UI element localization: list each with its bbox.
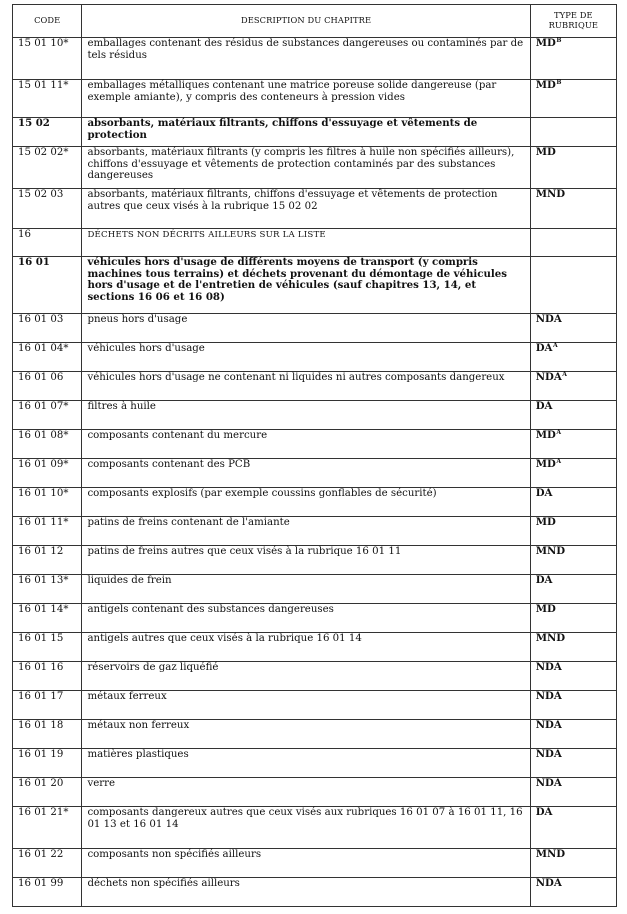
row-type-footnote-mark: A: [552, 342, 558, 349]
header-row: [13, 5, 617, 38]
row-type: [530, 488, 616, 517]
row-type-code: MND: [535, 545, 566, 557]
row-code: 16 01 20: [13, 778, 82, 807]
row-type-code: MND: [535, 188, 566, 200]
row-code: 16 01 07*: [13, 401, 82, 430]
table-row: [13, 401, 617, 430]
row-description: véhicules hors d'usage de différents moyens de transport (y compris machines tous terrains) et déchets provenant du démontage de véhicules hors d'usage et de l'entretien de véhicules (sauf chapitres 13, 14, et sections 16 06 et 16 08): [82, 257, 530, 314]
row-type: [530, 662, 616, 691]
row-type: [530, 720, 616, 749]
row-type-code: NDA: [535, 719, 562, 731]
row-code: 15 02 03: [13, 189, 82, 229]
table-row: [13, 878, 617, 907]
row-code: 16 01 08*: [13, 430, 82, 459]
row-type-code: DA: [535, 400, 553, 412]
row-code: 16: [13, 229, 82, 257]
row-type: [530, 343, 616, 372]
row-code: 16 01 99: [13, 878, 82, 907]
table-row: [13, 633, 617, 662]
row-description: composants contenant des PCB: [82, 459, 530, 488]
row-type: [530, 229, 616, 257]
table-row: [13, 662, 617, 691]
table-body: [13, 38, 617, 907]
row-type-footnote-mark: B: [556, 79, 562, 86]
row-description: véhicules hors d'usage: [82, 343, 530, 372]
row-type: [530, 38, 616, 80]
table-row: [13, 749, 617, 778]
row-code: 16 01 14*: [13, 604, 82, 633]
row-description: métaux ferreux: [82, 691, 530, 720]
table-row: [13, 147, 617, 189]
row-type: [530, 80, 616, 118]
table-row: [13, 849, 617, 878]
table-row: [13, 488, 617, 517]
row-description: patins de freins contenant de l'amiante: [82, 517, 530, 546]
row-type-footnote-mark: B: [556, 37, 562, 44]
row-type-code: MD: [535, 516, 556, 528]
row-code: 16 01 13*: [13, 575, 82, 604]
row-code: 16 01 04*: [13, 343, 82, 372]
table-row: [13, 314, 617, 343]
row-type: [530, 575, 616, 604]
row-type-footnote-mark: A: [556, 429, 561, 436]
row-code: 16 01 11*: [13, 517, 82, 546]
row-type-footnote-mark: A: [562, 371, 567, 378]
row-description: absorbants, matériaux filtrants, chiffons d'essuyage et vêtements de protection autres que ceux visés à la rubrique 15 02 02: [82, 189, 530, 229]
row-description: matières plastiques: [82, 749, 530, 778]
row-type: [530, 604, 616, 633]
row-type-code: DA: [535, 487, 553, 499]
row-type-footnote-mark: A: [556, 458, 561, 465]
table-row: [13, 720, 617, 749]
header-description: DESCRIPTION DU CHAPITRE: [82, 5, 530, 38]
row-description: antigels contenant des substances dangereuses: [82, 604, 530, 633]
row-type-code: NDA: [535, 877, 562, 889]
row-description: métaux non ferreux: [82, 720, 530, 749]
table-row: [13, 372, 617, 401]
row-type-code: MD: [535, 79, 556, 91]
row-code: 16 01 10*: [13, 488, 82, 517]
table-row: [13, 257, 617, 314]
row-type: [530, 749, 616, 778]
row-description: absorbants, matériaux filtrants (y compris les filtres à huile non spécifiés ailleurs), chiffons d'essuyage et vêtements de protection contaminés par des substances dangereuses: [82, 147, 530, 189]
table-row: [13, 38, 617, 80]
row-type: [530, 372, 616, 401]
row-code: 15 02: [13, 118, 82, 147]
row-code: 16 01 16: [13, 662, 82, 691]
row-type: [530, 807, 616, 849]
row-type: [530, 691, 616, 720]
row-type-code: MD: [535, 429, 556, 441]
row-description: véhicules hors d'usage ne contenant ni liquides ni autres composants dangereux: [82, 372, 530, 401]
row-type: [530, 778, 616, 807]
row-type-code: DA: [535, 574, 553, 586]
row-code: 16 01 09*: [13, 459, 82, 488]
table-row: [13, 517, 617, 546]
row-type: [530, 430, 616, 459]
row-description: composants dangereux autres que ceux visés aux rubriques 16 01 07 à 16 01 11, 16 01 13 et 16 01 14: [82, 807, 530, 849]
table-row: [13, 778, 617, 807]
row-code: 16 01 22: [13, 849, 82, 878]
table-row: [13, 807, 617, 849]
table-row: [13, 80, 617, 118]
row-code: 16 01 06: [13, 372, 82, 401]
row-type: [530, 878, 616, 907]
row-type-code: MD: [535, 458, 556, 470]
row-code: 15 02 02*: [13, 147, 82, 189]
row-code: 16 01 21*: [13, 807, 82, 849]
row-type: [530, 546, 616, 575]
row-type: [530, 314, 616, 343]
row-description: antigels autres que ceux visés à la rubrique 16 01 14: [82, 633, 530, 662]
table-row: [13, 430, 617, 459]
row-description: emballages métalliques contenant une matrice poreuse solide dangereuse (par exemple amiante), y compris des conteneurs à pression vides: [82, 80, 530, 118]
row-code: 16 01 18: [13, 720, 82, 749]
table-header: [13, 5, 617, 38]
header-code: CODE: [13, 5, 82, 38]
row-type-code: NDA: [535, 777, 562, 789]
row-description: filtres à huile: [82, 401, 530, 430]
row-type-code: DA: [535, 806, 553, 818]
row-type: [530, 459, 616, 488]
row-description: absorbants, matériaux filtrants, chiffons d'essuyage et vêtements de protection: [82, 118, 530, 147]
row-type-code: NDA: [535, 661, 562, 673]
row-type-code: NDA: [535, 748, 562, 760]
row-type: [530, 118, 616, 147]
row-description: liquides de frein: [82, 575, 530, 604]
row-code: 16 01 19: [13, 749, 82, 778]
row-code: 16 01 12: [13, 546, 82, 575]
row-description: patins de freins autres que ceux visés à la rubrique 16 01 11: [82, 546, 530, 575]
row-type: [530, 401, 616, 430]
row-type-code: MND: [535, 632, 566, 644]
row-type-code: MD: [535, 603, 556, 615]
row-type: [530, 849, 616, 878]
table-row: [13, 691, 617, 720]
row-type-code: NDA: [535, 313, 562, 325]
row-description: réservoirs de gaz liquéfié: [82, 662, 530, 691]
row-code: 15 01 11*: [13, 80, 82, 118]
row-description: déchets non spécifiés ailleurs: [82, 878, 530, 907]
row-description: verre: [82, 778, 530, 807]
row-type-code: MND: [535, 848, 566, 860]
section-title: DÉCHETS NON DÉCRITS AILLEURS SUR LA LISTE: [87, 230, 326, 240]
table-row: [13, 189, 617, 229]
table-row: [13, 229, 617, 257]
row-type: [530, 147, 616, 189]
row-type-code: NDA: [535, 690, 562, 702]
table-row: [13, 118, 617, 147]
row-type: [530, 517, 616, 546]
table-row: [13, 343, 617, 372]
row-code: 16 01: [13, 257, 82, 314]
row-type: [530, 189, 616, 229]
row-type: [530, 257, 616, 314]
row-type-code: NDA: [535, 371, 562, 383]
row-description: composants explosifs (par exemple coussins gonflables de sécurité): [82, 488, 530, 517]
row-description: [82, 229, 530, 257]
header-type: [530, 5, 616, 38]
row-description: emballages contenant des résidus de substances dangereuses ou contaminés par de tels résidus: [82, 38, 530, 80]
row-code: 15 01 10*: [13, 38, 82, 80]
row-code: 16 01 15: [13, 633, 82, 662]
row-code: 16 01 03: [13, 314, 82, 343]
row-type-code: MD: [535, 146, 556, 158]
row-description: composants non spécifiés ailleurs: [82, 849, 530, 878]
row-type-code: MD: [535, 37, 556, 49]
row-code: 16 01 17: [13, 691, 82, 720]
row-description: pneus hors d'usage: [82, 314, 530, 343]
row-type: [530, 633, 616, 662]
table-row: [13, 604, 617, 633]
header-type-line1: TYPE DE: [553, 10, 593, 21]
row-description: composants contenant du mercure: [82, 430, 530, 459]
waste-code-table: [12, 4, 617, 907]
table-row: [13, 575, 617, 604]
table-row: [13, 546, 617, 575]
table-row: [13, 459, 617, 488]
row-type-code: DA: [535, 342, 553, 354]
header-type-line2: RUBRIQUE: [548, 20, 599, 30]
